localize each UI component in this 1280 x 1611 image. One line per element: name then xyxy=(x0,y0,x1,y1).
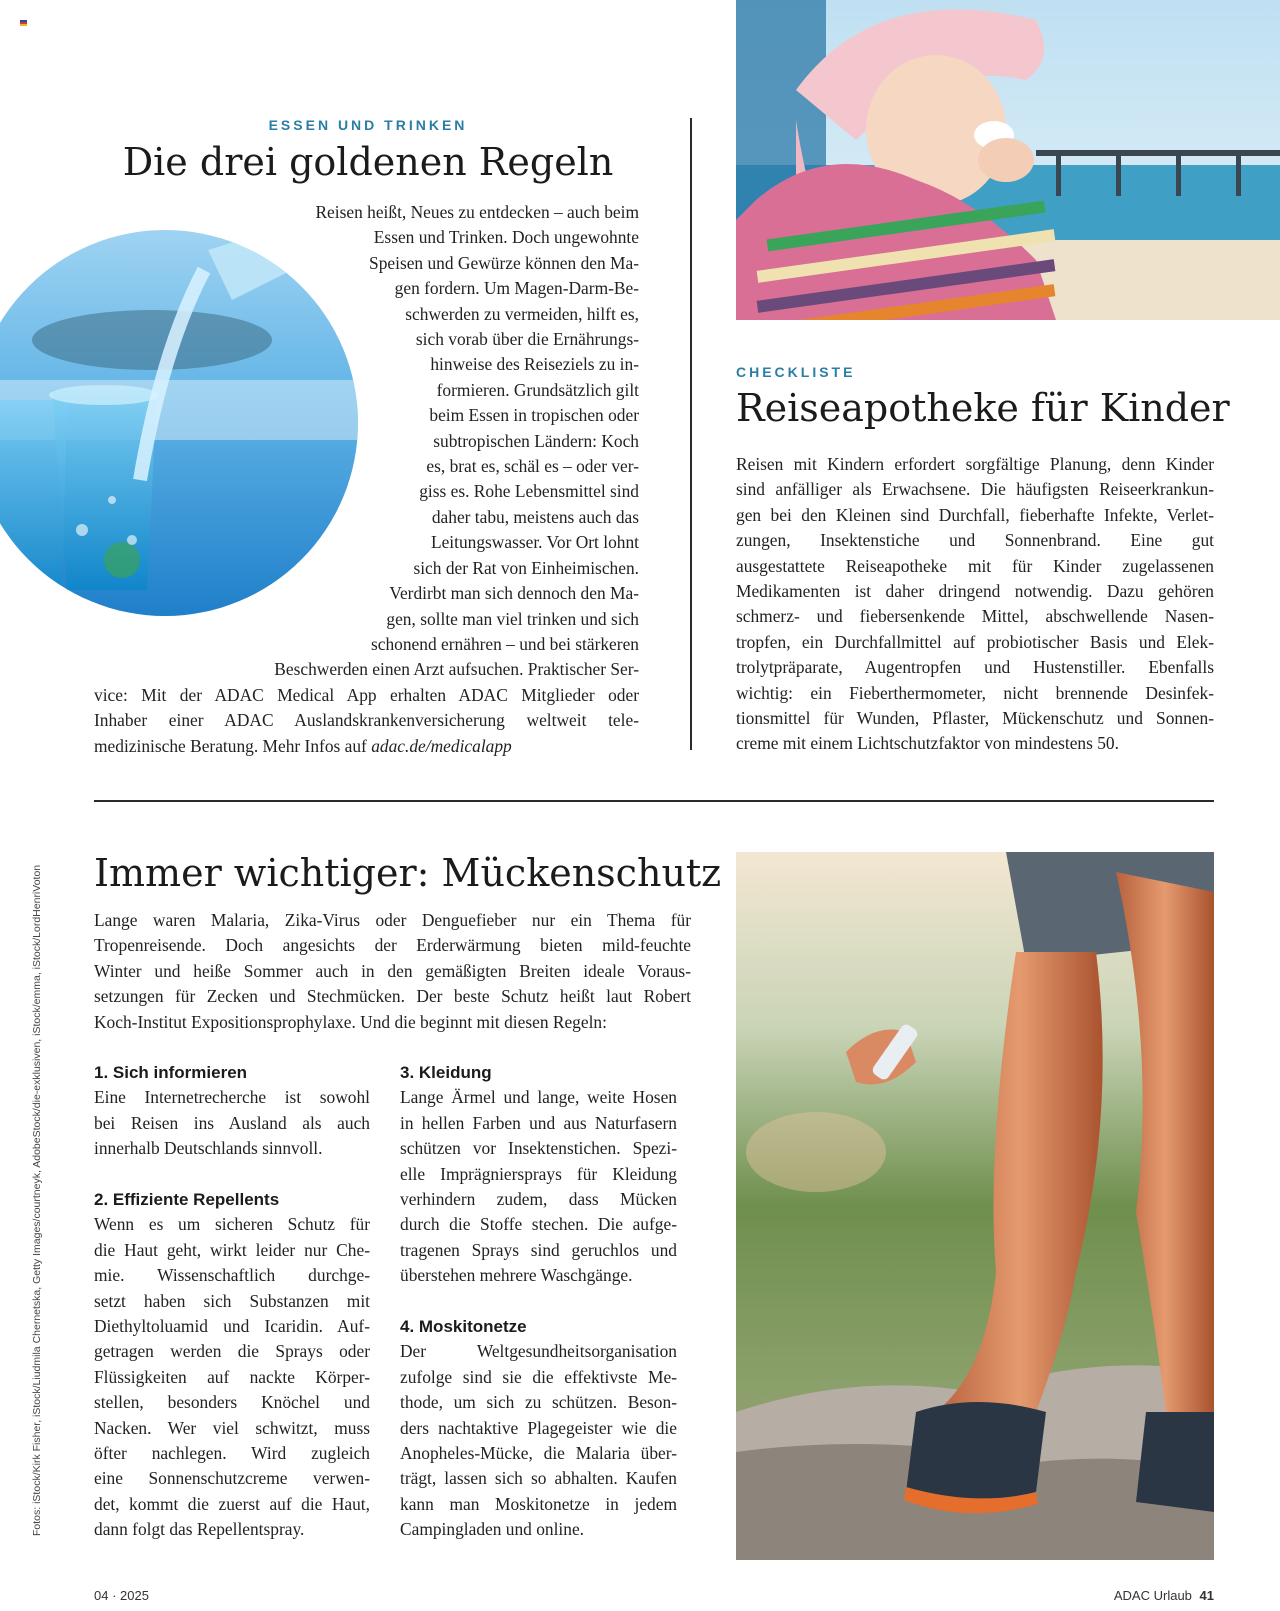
rule2-line: det, kommt die zuerst auf die Haut, xyxy=(94,1493,370,1514)
mosquito-spray-illustration xyxy=(736,852,1214,1560)
rule2-line: die Haut geht, wirkt leider nur Che- xyxy=(94,1239,370,1260)
section2-title: Reiseapotheke für Kinder xyxy=(736,386,1230,430)
rule3-line: überstehen mehrere Waschgänge. xyxy=(400,1265,633,1286)
rule1-line: innerhalb Deutschlands sinnvoll. xyxy=(94,1138,323,1159)
rule2-heading: 2. Effiziente Repellents xyxy=(94,1190,280,1209)
footer-page-number: 41 xyxy=(1199,1588,1214,1603)
section1-line: gen fordern. Um Magen-Darm-Be- xyxy=(394,278,639,299)
section3-intro-line: Winter und heiße Sommer auch in den gemäßigten Breiten ideale Voraus- xyxy=(94,960,691,981)
rule2-line: stellen, besonders Knöchel und xyxy=(94,1392,370,1413)
section1-line: Verdirbt man sich dennoch den Ma- xyxy=(389,583,639,604)
rule4-line: zufolge sind sie die effektivste Me- xyxy=(400,1366,677,1387)
child-beach-illustration xyxy=(736,0,1280,320)
section2-line: Medikamenten ist daher dringend notwendig. Dazu gehören xyxy=(736,581,1214,602)
section1-title: Die drei goldenen Regeln xyxy=(122,140,614,184)
section2-kicker: CHECKLISTE xyxy=(736,364,856,380)
section3-intro xyxy=(94,908,691,1035)
section2-line: tropfen, ein Durchfallmittel auf probiotischer Basis und Elek- xyxy=(736,631,1214,652)
rule4-line: kann man Moskitonetze in jedem xyxy=(400,1493,677,1514)
section1-line: Essen und Trinken. Doch ungewohnte xyxy=(373,227,639,248)
rule2-line: Wenn es um sicheren Schutz für xyxy=(94,1214,370,1235)
section1-line: schwerden zu vermeiden, hilft es, xyxy=(405,303,639,324)
rule3-line: Lange Ärmel und lange, weite Hosen xyxy=(400,1087,677,1108)
section2-line: sind anfälliger als Erwachsene. Die häufigsten Reiseerkrankun- xyxy=(736,479,1214,500)
section2-line: schmerz- und fiebersenkende Mittel, abschwellende Nasen- xyxy=(736,606,1214,627)
child-beach-photo xyxy=(736,0,1280,320)
section2-body xyxy=(736,452,1214,757)
section1-line: Speisen und Gewürze können den Ma- xyxy=(369,252,639,273)
rule4-line: ders nachtaktive Plagegeister wie die xyxy=(400,1417,677,1438)
rule2-line: eine Sonnenschutzcreme verwen- xyxy=(94,1468,370,1489)
section1-last-line xyxy=(94,734,639,759)
photo-credit: Fotos: iStock/Kirk Fisher, iStock/Liudmila Chernetska, Getty Images/courtneyk, AdobeStock/die-exklusiven, iStock/emma, iStock/LordHenriVoton xyxy=(31,864,43,1536)
rule1-line: bei Reisen ins Ausland als auch xyxy=(94,1112,370,1133)
rule2-line: Flüssigkeiten auf nackte Körper- xyxy=(94,1366,370,1387)
rules-column-right xyxy=(400,1060,677,1543)
section2-line: zungen, Insektenstiche und Sonnenbrand. Eine gut xyxy=(736,530,1214,551)
section2-line: Reisen mit Kindern erfordert sorgfältige Planung, denn Kinder xyxy=(736,454,1214,474)
section1-line: giss es. Rohe Lebensmittel sind xyxy=(419,481,639,502)
section1-line: es, brat es, schäl es – oder ver- xyxy=(426,456,639,477)
rule4-line: thode, um sich zu schützen. Beson- xyxy=(400,1392,677,1413)
medicalapp-link[interactable]: adac.de/medicalapp xyxy=(371,735,512,756)
section3-intro-line: Koch-Institut Expositionsprophylaxe. Und die beginnt mit diesen Regeln: xyxy=(94,1011,607,1032)
section2-line: creme mit einem Lichtschutzfaktor von mindestens 50. xyxy=(736,733,1119,754)
section1-line: vice: Mit der ADAC Medical App erhalten ADAC Mitglieder oder xyxy=(94,684,639,705)
section2-line: tionsmittel für Wunden, Pflaster, Mückenschutz und Sonnen- xyxy=(736,708,1214,729)
section1-line: gen, sollte man viel trinken und sich xyxy=(386,608,639,629)
rule3-line: elle Imprägniersprays für Kleidung xyxy=(400,1163,677,1184)
rule2-line: getragen werden die Sprays oder xyxy=(94,1341,370,1362)
corner-color-mark xyxy=(20,20,27,26)
rule4-line: trägt, lassen sich so abhalten. Kaufen xyxy=(400,1468,677,1489)
section3-intro-line: setzungen für Zecken und Stechmücken. Der beste Schutz heißt laut Robert xyxy=(94,986,691,1007)
rule2-line: Diethyltoluamid und Icaridin. Auf- xyxy=(94,1316,370,1337)
section1-line: beim Essen in tropischen oder xyxy=(429,405,639,426)
section1-body xyxy=(94,200,639,759)
section1-line: daher tabu, meistens auch das xyxy=(431,506,639,527)
section3-intro-line: Lange waren Malaria, Zika-Virus oder Denguefieber nur ein Thema für xyxy=(94,910,691,930)
section1-kicker: ESSEN UND TRINKEN xyxy=(268,117,468,133)
section2-line: wichtig: ein Fieberthermometer, nicht brennende Desinfek- xyxy=(736,682,1214,703)
section1-line: Leitungswasser. Vor Ort lohnt xyxy=(430,532,639,553)
rule4-heading: 4. Moskitonetze xyxy=(400,1317,527,1337)
section1-line: formieren. Grundsätzlich gilt xyxy=(436,379,639,400)
section3-intro-line: Tropenreisende. Doch angesichts der Erderwärmung bieten mild-feuchte xyxy=(94,935,691,956)
section1-line: Inhaber einer ADAC Auslandskrankenversicherung weltweit tele- xyxy=(94,710,639,731)
footer-magazine: ADAC Urlaub xyxy=(1113,1588,1192,1603)
rule3-line: in hellen Farben und aus Naturfasern xyxy=(400,1112,677,1133)
section-divider xyxy=(94,800,1214,802)
section1-line: sich der Rat von Einheimischen. xyxy=(413,557,639,578)
section2-line: trolytpräparate, Augentropfen und Hustenstiller. Ebenfalls xyxy=(736,657,1214,678)
rule3-line: durch die Stoffe stechen. Die aufge- xyxy=(400,1214,677,1235)
section1-line: Reisen heißt, Neues zu entdecken – auch beim xyxy=(315,202,639,222)
section1-last-line-text: medizinische Beratung. Mehr Infos auf xyxy=(94,735,372,756)
rule1-line: Eine Internetrecherche ist sowohl xyxy=(94,1087,370,1108)
rule1-heading: 1. Sich informieren xyxy=(94,1063,248,1082)
mosquito-spray-photo xyxy=(736,852,1214,1560)
rule3-line: tragenen Sprays sind geruchlos und xyxy=(400,1239,677,1260)
rule2-line: mie. Wissenschaftlich durchge- xyxy=(94,1265,370,1286)
rule4-line: Der Weltgesundheitsorganisation xyxy=(400,1341,677,1362)
rule2-line: setzt haben sich Substanzen mit xyxy=(94,1290,370,1311)
section1-line: Beschwerden einen Arzt aufsuchen. Praktischer Ser- xyxy=(274,659,639,680)
rule4-line: Campingladen und online. xyxy=(400,1519,585,1540)
rule2-line: dann folgt das Repellentspray. xyxy=(94,1519,305,1540)
section1-line: hinweise des Reiseziels zu in- xyxy=(430,354,639,375)
rule2-line: öfter nachlegen. Wird zugleich xyxy=(94,1443,370,1464)
footer-issue: 04 · 2025 xyxy=(94,1588,149,1603)
section2-line: ausgestattete Reiseapotheke mit für Kinder zugelassenen xyxy=(736,555,1214,576)
rule3-line: verhindern zudem, dass Mücken xyxy=(400,1189,677,1210)
column-divider xyxy=(690,118,692,750)
rule4-line: Anopheles-Mücke, die Malaria über- xyxy=(400,1443,677,1464)
section3-title: Immer wichtiger: Mückenschutz xyxy=(94,851,722,895)
footer-publication xyxy=(1114,1588,1214,1603)
section1-line: schonend ernähren – und bei stärkeren xyxy=(370,633,639,654)
section2-line: gen bei den Kleinen sind Durchfall, fieberhafte Infekte, Verlet- xyxy=(736,504,1214,525)
rule3-heading: 3. Kleidung xyxy=(400,1063,492,1082)
section1-line: sich vorab über die Ernährungs- xyxy=(415,329,639,350)
rule3-line: schützen vor Insektenstichen. Spezi- xyxy=(400,1138,677,1159)
rules-column-left xyxy=(94,1060,370,1543)
section1-line: subtropischen Ländern: Koch xyxy=(433,430,639,451)
rule2-line: Nacken. Wer viel schwitzt, muss xyxy=(94,1417,370,1438)
